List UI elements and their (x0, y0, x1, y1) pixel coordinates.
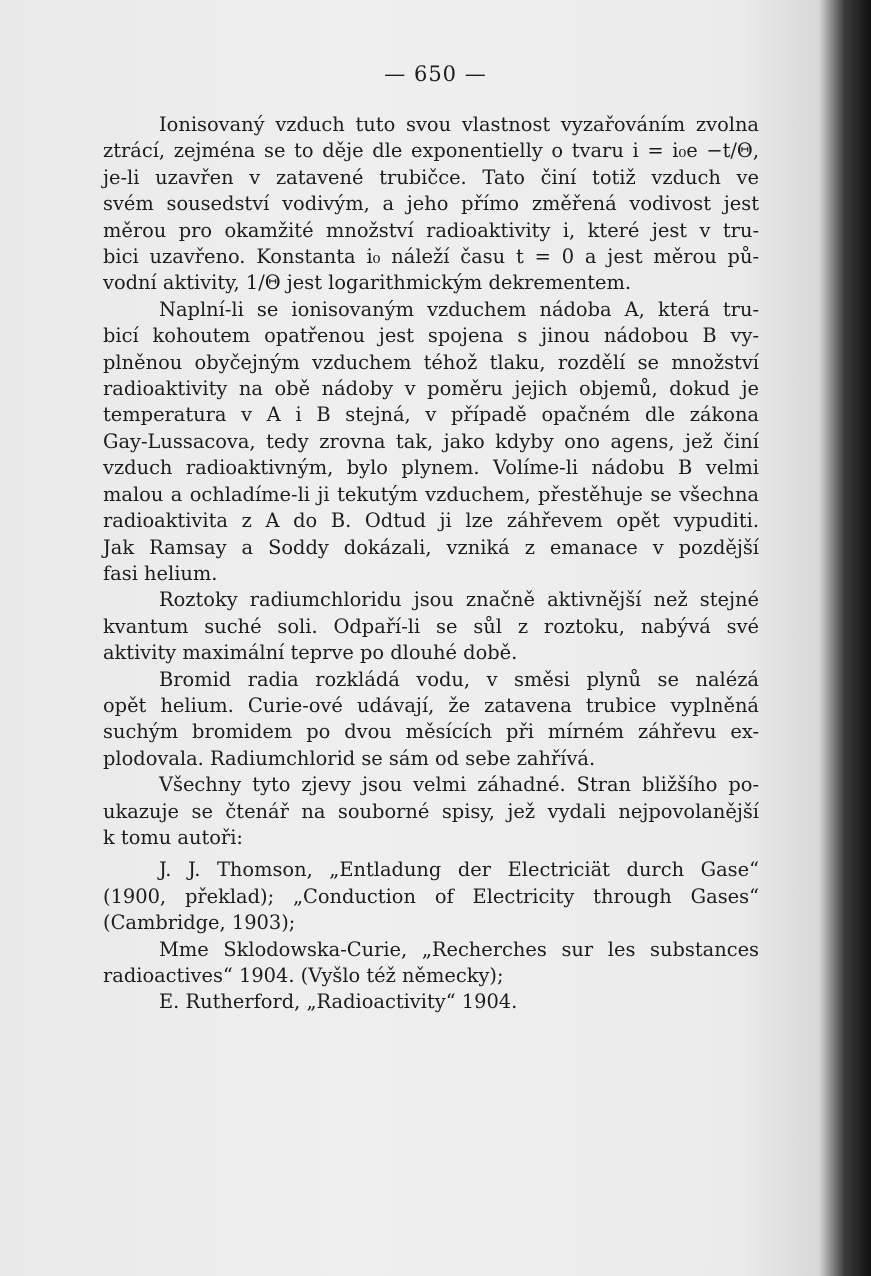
text-line: ukazuje se čtenář na souborné spisy, jež vydali nejpovolanější (103, 799, 759, 823)
text-line: fasi helium. (103, 561, 218, 585)
reference-curie (103, 937, 759, 990)
text-line: Bromid radia rozkládá vodu, v směsi plynů se nalézá (159, 667, 759, 691)
text-line: opět helium. Curie-ové udávají, že zatavena trubice vyplněná (103, 693, 759, 717)
reference-line: Mme Sklodowska-Curie, „Recherches sur les substances (159, 937, 759, 961)
page-number: — 650 — (384, 62, 487, 86)
reference-line: (Cambridge, 1903); (103, 911, 296, 935)
text-line: svém sousedství vodivým, a jeho přímo změřená vodivost jest (103, 192, 759, 216)
text-line: suchým bromidem po dvou měsících při mírném záhřevu ex- (103, 720, 759, 744)
text-line: aktivity maximální teprve po dlouhé době. (103, 641, 518, 665)
reference-thomson (103, 857, 759, 936)
text-line: Jak Ramsay a Soddy dokázali, vzniká z emanace v pozdější (103, 535, 759, 559)
text-line: Gay-Lussacova, tedy zrovna tak, jako kdyby ono agens, jež činí (103, 429, 759, 453)
text-line: Ionisovaný vzduch tuto svou vlastnost vyzařováním zvolna (159, 113, 759, 136)
text-line: Všechny tyto zjevy jsou velmi záhadné. Stran bližšího po- (159, 773, 759, 797)
text-line: radioaktivity na obě nádoby v poměru jejich objemů, dokud je (103, 377, 759, 401)
reference-line: (1900, překlad); „Conduction of Electricity through Gases“ (103, 884, 759, 908)
text-line: ztrácí, zejména se to děje dle exponentielly o tvaru i = i₀e −t/Θ, (103, 139, 759, 163)
text-line: temperatura v A i B stejná, v případě opačném dle zákona (103, 403, 759, 427)
reference-line: J. J. Thomson, „Entladung der Electriciät durch Gase“ (159, 858, 759, 882)
text-line: vzduch radioaktivným, bylo plynem. Volíme-li nádobu B velmi (103, 456, 759, 480)
text-line: plodovala. Radiumchlorid se sám od sebe zahřívá. (103, 746, 596, 770)
text-line: vodní aktivity, 1/Θ jest logarithmickým dekrementem. (103, 271, 632, 295)
reference-line: radioactives“ 1904. (Vyšlo též německy); (103, 964, 504, 987)
text-line: bicí kohoutem opatřenou jest spojena s jinou nádobou B vy- (103, 324, 759, 348)
body-text (103, 112, 759, 1016)
reference-rutherford (103, 989, 759, 1015)
text-line: měrou pro okamžité množství radioaktivity i, které jest v tru- (103, 218, 759, 242)
text-line: Naplní-li se ionisovaným vzduchem nádoba A, která tru- (159, 297, 759, 321)
text-line: je-li uzavřen v zatavené trubičce. Tato činí totiž vzduch ve (103, 165, 759, 189)
paragraph-4 (103, 667, 759, 773)
paragraph-5 (103, 772, 759, 851)
text-line: malou a ochladíme-li ji tekutým vzduchem, přestěhuje se všechna (103, 482, 759, 506)
paragraph-2 (103, 297, 759, 587)
text-line: bici uzavřeno. Konstanta i₀ náleží času t = 0 a jest měrou pů- (103, 245, 759, 269)
text-line: Roztoky radiumchloridu jsou značně aktivnější než stejné (159, 588, 759, 612)
reference-line: E. Rutherford, „Radioactivity“ 1904. (159, 990, 518, 1014)
paragraph-3 (103, 587, 759, 666)
paragraph-1 (103, 112, 759, 297)
text-line: radioaktivita z A do B. Odtud ji lze záhřevem opět vypuditi. (103, 509, 759, 533)
text-line: kvantum suché soli. Odpaří-li se sůl z roztoku, nabývá své (103, 614, 759, 638)
text-line: k tomu autoři: (103, 825, 243, 849)
text-line: plněnou obyčejným vzduchem téhož tlaku, rozdělí se množství (103, 350, 759, 374)
